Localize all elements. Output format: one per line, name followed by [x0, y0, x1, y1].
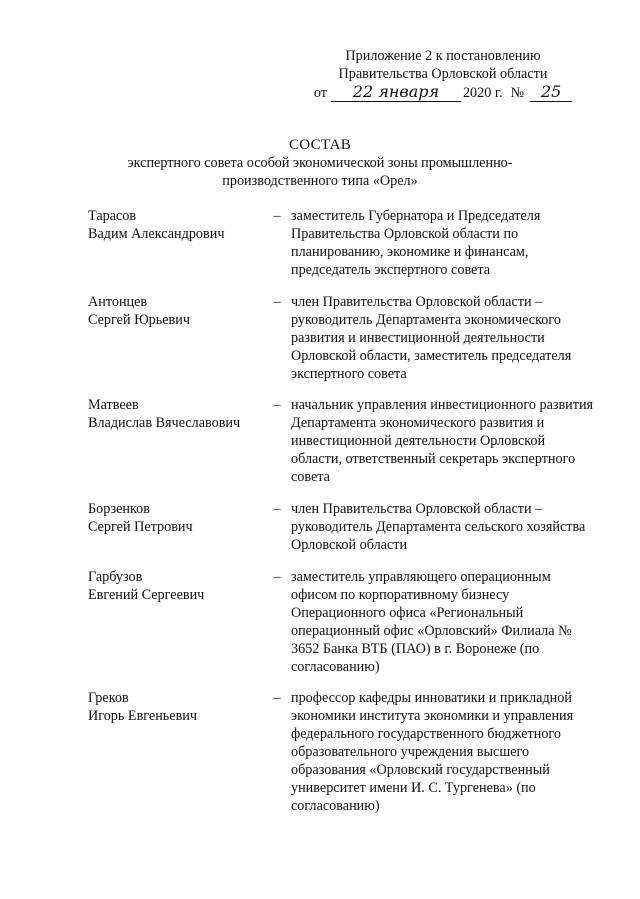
member-role: заместитель Губернатора и Председателя Правительства Орловской области по планированию, экономике и финансам, председатель экспертного совета — [291, 208, 541, 278]
member-name — [88, 293, 263, 329]
dash-separator: – — [273, 690, 281, 706]
member-role: член Правительства Орловской области – руководитель Департамента экономического развития и инвестиционной деятельности Орловской области, заместитель председателя экспертного совета — [291, 294, 572, 382]
dash-separator: – — [273, 397, 281, 413]
member-given-names: Игорь Евгеньевич — [88, 708, 197, 724]
member-surname: Антонцев — [88, 294, 148, 310]
document-title — [0, 136, 640, 190]
member-entry — [88, 568, 598, 676]
year-text: 2020 г. — [462, 85, 503, 101]
member-role: профессор кафедры инноватики и прикладной экономики института экономики и управления федерального государственного бюджетного образовательного учреждения высшего образования «Орловский государственный университет имени И. С. Тургенева» (по согласованию) — [291, 690, 574, 814]
appendix-line-1: Приложение 2 к постановлению — [345, 48, 541, 64]
appendix-line-2: Правительства Орловской области — [338, 66, 548, 82]
dash-separator: – — [273, 294, 281, 310]
number-sign: № — [510, 85, 525, 101]
member-given-names: Сергей Петрович — [88, 519, 193, 535]
member-name — [88, 689, 263, 725]
member-entry — [88, 689, 598, 815]
member-surname: Гарбузов — [88, 569, 143, 585]
member-role: член Правительства Орловской области – руководитель Департамента сельского хозяйства Орловской области — [291, 501, 586, 553]
members-list — [88, 207, 598, 815]
member-entry — [88, 207, 598, 279]
member-given-names: Сергей Юрьевич — [88, 312, 190, 328]
member-name — [88, 568, 263, 604]
member-role: заместитель управляющего операционным офисом по корпоративному бизнесу Операционного офиса «Региональный операционный офис «Орловский» Филиала № 3652 Банка ВТБ (ПАО) в г. Воронеже (по согласованию) — [291, 569, 572, 675]
member-surname: Матвеев — [88, 397, 139, 413]
title-sub-line-2: производственного типа «Орел» — [222, 173, 418, 189]
handwritten-number: 25 — [530, 83, 572, 102]
dash-separator: – — [273, 569, 281, 585]
title-main: СОСТАВ — [288, 137, 352, 153]
member-given-names: Владислав Вячеславович — [88, 415, 241, 431]
member-given-names: Евгений Сергеевич — [88, 587, 205, 603]
appendix-header — [308, 47, 578, 102]
member-name — [88, 500, 263, 536]
member-name — [88, 396, 263, 432]
resolution-date-line — [308, 83, 578, 102]
dash-separator: – — [273, 501, 281, 517]
date-prefix: от — [313, 85, 327, 101]
handwritten-date: 22 января — [331, 83, 461, 102]
member-surname: Борзенков — [88, 501, 150, 517]
member-surname: Греков — [88, 690, 129, 706]
dash-separator: – — [273, 208, 281, 224]
member-role: начальник управления инвестиционного развития Департамента экономического развития и инвестиционной деятельности Орловской области, ответственный секретарь экспертного совета — [291, 397, 594, 485]
member-given-names: Вадим Александрович — [88, 226, 225, 242]
title-sub-line-1: экспертного совета особой экономической зоны промышленно- — [127, 155, 513, 171]
member-entry — [88, 396, 598, 486]
member-entry — [88, 500, 598, 554]
member-entry — [88, 293, 598, 383]
member-name — [88, 207, 263, 243]
member-surname: Тарасов — [88, 208, 137, 224]
